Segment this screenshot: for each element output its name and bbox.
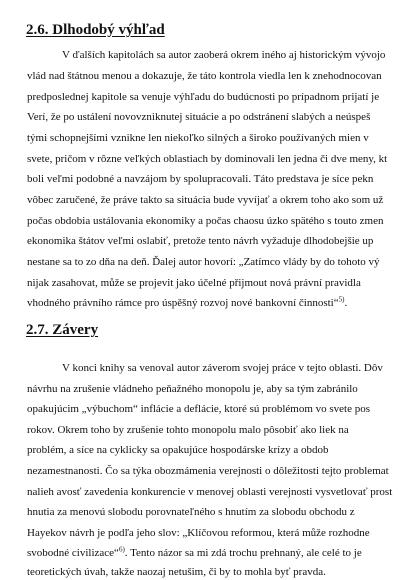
paragraph-line: V ďalších kapitolách sa autor zaoberá okrem iného aj historickým vývojo	[62, 49, 386, 61]
paragraph-line: tými schopnejšími vznikne len niekoľko silných a široko používaných mien v	[27, 132, 369, 144]
paragraph-line: počas obdobia ustálovania ekonomiky a počas chaosu úzko spätého s touto zmen	[27, 215, 384, 227]
paragraph-line: rokov. Okrem toho by zrušenie tohto monopolu malo pôsobiť ako liek na	[27, 424, 349, 436]
paragraph-line: vôbec zaručené, že práve takto sa situácia bude vyvíjať a okrem toho ako som už	[27, 194, 384, 206]
paragraph-line: nestane sa to zo dňa na deň. Ďalej autor hovorí: „Zatímco vlády by do tohoto vý	[27, 256, 380, 268]
paragraph-line: návrhu na zrušenie vládneho peňažného monopolu je, aby sa tým zabránilo	[27, 383, 358, 395]
footnote-marker: 6)	[118, 545, 125, 554]
paragraph-line: problém, a síce na cyklicky sa opakujúce hospodárske krízy a obdob	[27, 444, 329, 456]
paragraph-line: hnutia za menovú slobodu porovnateľného s hnutím za slobodu obchodu z	[27, 506, 355, 518]
paragraph-line: ekonomika štátov veľmi oslabiť, pretože tento návrh vyžaduje dlhodobejšie up	[27, 235, 374, 247]
paragraph-line: svete, pričom v rôzne veľkých oblastiach by dominovali len jedna či dve meny, kt	[27, 153, 388, 165]
line-text: vhodného právního rámce pro úspěšný rozvoj nové bankovní činnosti“	[27, 297, 339, 309]
section-heading-dlhodoby-vyhlad: 2.6. Dlhodobý výhľad	[26, 22, 165, 38]
paragraph-line: teoretických úvah, takže naozaj netušim, či by to mohla byť pravda.	[27, 566, 326, 578]
paragraph-line: vlád nad štátnou menou a dokazuje, že táto kontrola viedla len k znehodnocovan	[27, 70, 382, 82]
paragraph-line: Hayekov návrh je podľa jeho slov: „Klíčovou reformou, která může rozhodne	[27, 527, 370, 539]
line-tail: .	[344, 297, 348, 309]
paragraph-line: nijak zasahovat, může se projevit jako účelné přijmout nová právní pravidla	[27, 277, 361, 289]
paragraph-line: V konci knihy sa venoval autor záverom svojej práce v tejto oblasti. Dôv	[62, 362, 383, 374]
paragraph-line: nalieh avosť zavedenia konkurencie v menovej oblasti verejnosti vysvetlovať prost	[27, 486, 393, 498]
paragraph-line-with-footnote	[27, 546, 362, 560]
footnote-marker: 5)	[338, 295, 345, 304]
paragraph-line: Verí, že po ustálení novovzniknutej situácie a po odstránení slabých a neúspeš	[27, 111, 371, 123]
paragraph-line: nezamestnanosti. Čo sa týka obozmámenia verejnosti o dôležitosti tejto problemat	[27, 465, 389, 477]
paragraph-line: predposlednej kapitole sa venuje výhľadu do budúcnosti po prípadnom prijatí je	[27, 91, 380, 103]
section-heading-zavery: 2.7. Závery	[26, 322, 99, 338]
paragraph-line: boli veľmi podobné a navzájom by spolupracovali. Táto predstava je síce pekn	[27, 173, 374, 185]
paragraph-line: opakujúcim „výbuchom“ inflácie a deflácie, ktoré sú problémom vo svete pos	[27, 403, 371, 415]
paragraph-line-with-footnote	[27, 296, 347, 310]
line-tail: . Tento názor sa mi zdá trochu prehnaný, ale celé to je	[124, 547, 362, 559]
line-text: svobodné civilizace“	[27, 547, 119, 559]
